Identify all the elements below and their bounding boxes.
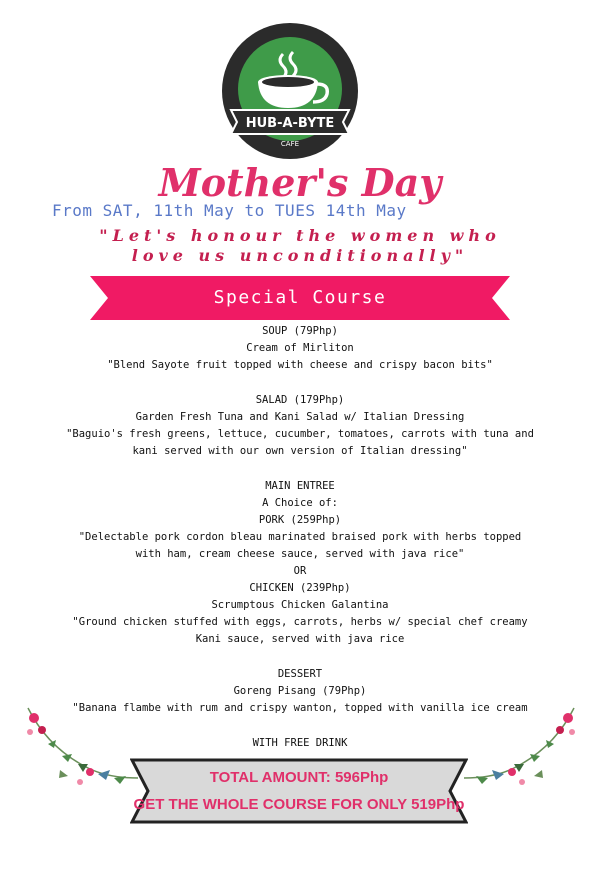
floral-decoration-right (462, 700, 582, 800)
salad-desc-1: "Baguio's fresh greens, lettuce, cucumber, tomatoes, carrots with tuna and (66, 428, 534, 440)
event-quote (0, 226, 600, 266)
logo-text: HUB-A-BYTE (245, 116, 335, 131)
banner-label: Special Course (213, 287, 387, 308)
salad-section (60, 392, 540, 460)
salad-heading: SALAD (179Php) (255, 394, 345, 406)
pork-heading: PORK (259Php) (258, 514, 342, 526)
or-label: OR (293, 565, 307, 577)
dessert-heading: DESSERT (277, 668, 323, 680)
main-choice: A Choice of: (262, 497, 338, 509)
salad-name: Garden Fresh Tuna and Kani Salad w/ Italian Dressing (135, 411, 465, 423)
floral-decoration-left (20, 700, 140, 800)
cafe-logo (221, 22, 359, 160)
soup-name: Cream of Mirliton (246, 342, 354, 354)
chicken-desc-2: Kani sauce, served with java rice (195, 633, 405, 645)
quote-line-2: love us unconditionally" (131, 246, 469, 265)
dessert-name: Goreng Pisang (79Php) (233, 685, 367, 697)
logo-subtext: CAFE (280, 140, 300, 148)
free-drink: WITH FREE DRINK (252, 737, 348, 749)
event-title: Mother's Day (158, 160, 442, 205)
soup-desc: "Blend Sayote fruit topped with cheese and crispy bacon bits" (107, 359, 493, 371)
salad-desc-2: kani served with our own version of Italian dressing" (132, 445, 468, 457)
chicken-name: Scrumptous Chicken Galantina (211, 599, 389, 611)
total-box (130, 758, 468, 824)
chicken-desc-1: "Ground chicken stuffed with eggs, carrots, herbs w/ special chef creamy (72, 616, 528, 628)
soup-section (60, 323, 540, 374)
main-section (60, 478, 540, 648)
event-dates: From SAT, 11th May to TUES 14th May (52, 201, 407, 220)
pork-desc-2: with ham, cream cheese sauce, served with java rice" (135, 548, 465, 560)
dessert-desc: "Banana flambe with rum and crispy wanton, topped with vanilla ice cream (72, 702, 528, 714)
main-heading: MAIN ENTREE (265, 480, 335, 492)
soup-heading: SOUP (79Php) (262, 325, 338, 337)
pork-desc-1: "Delectable pork cordon bleau marinated braised pork with herbs topped (78, 531, 522, 543)
quote-line-1: "Let's honour the women who (99, 226, 501, 245)
chicken-heading: CHICKEN (239Php) (249, 582, 351, 594)
total-amount: TOTAL AMOUNT: 596Php (209, 769, 389, 786)
total-offer: GET THE WHOLE COURSE FOR ONLY 519Php (133, 796, 465, 813)
menu (60, 323, 540, 752)
